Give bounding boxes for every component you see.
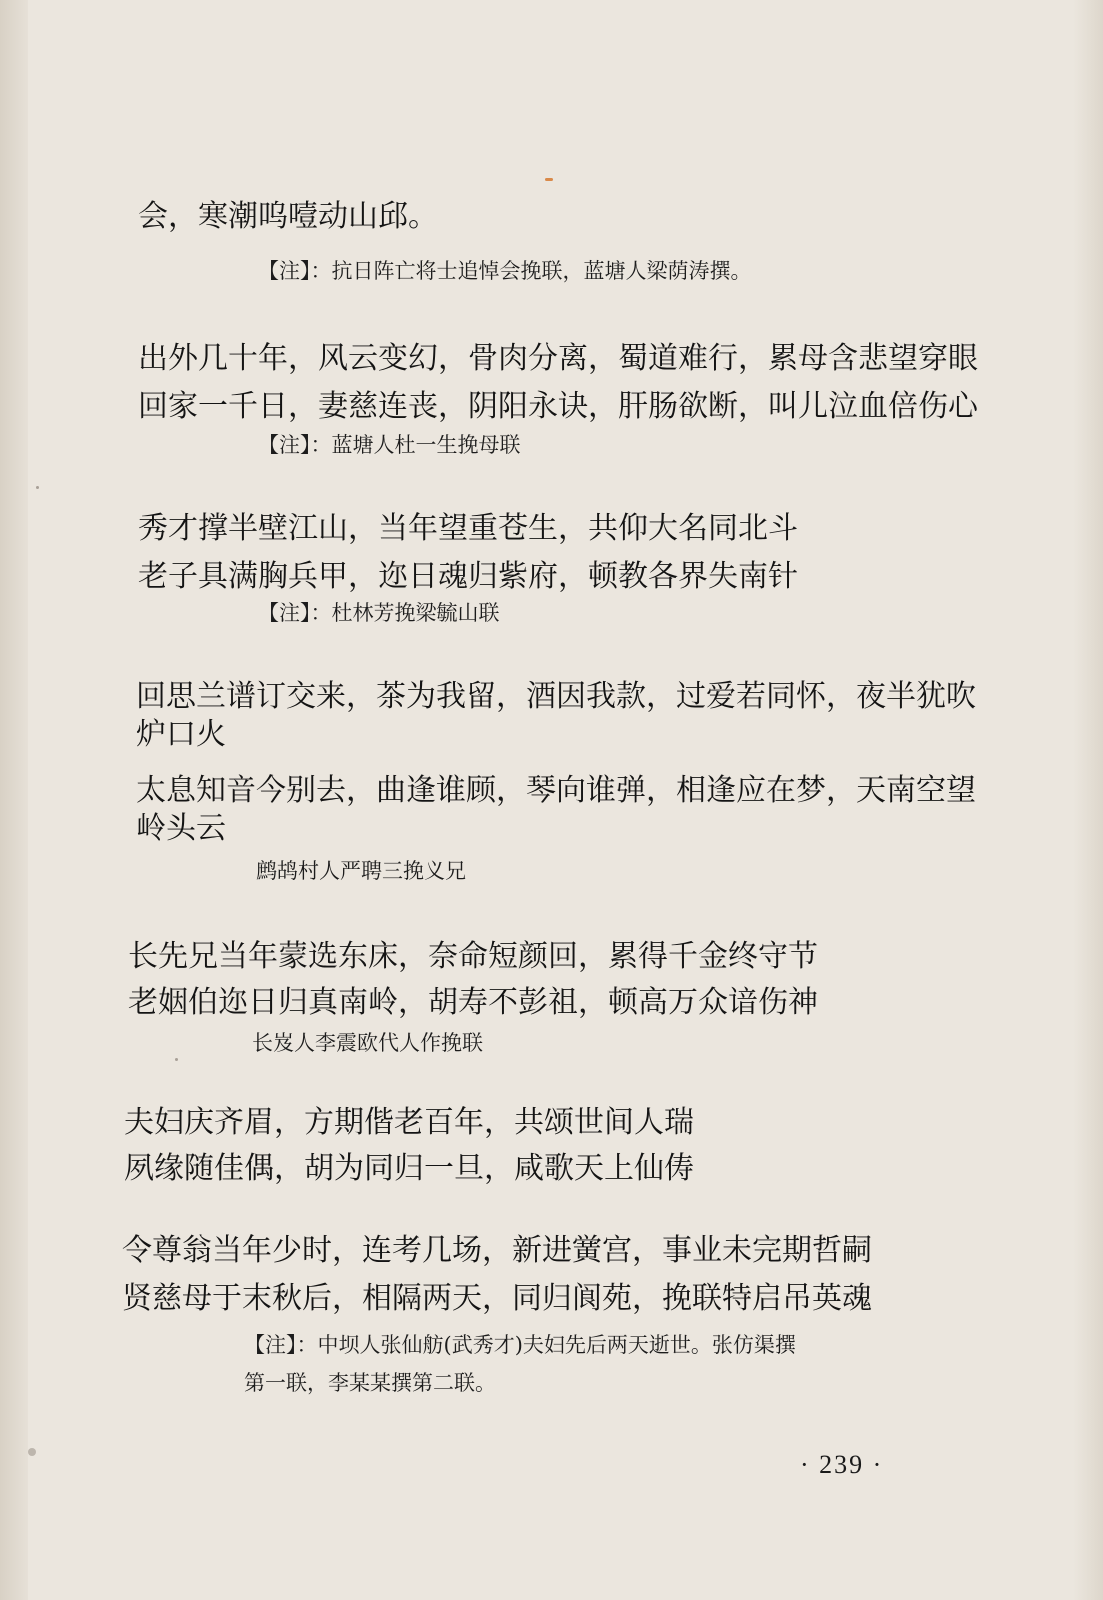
couplet-line: 回家一千日，妻慈连丧，阴阳永诀，肝肠欲断，叫儿泣血倍伤心 bbox=[138, 389, 978, 424]
couplet-line: 老子具满胸兵甲，迩日魂归紫府，顿教各界失南针 bbox=[138, 559, 798, 594]
couplet-line: 贤慈母于末秋后，相隔两天，同归阆苑，挽联特启吊英魂 bbox=[122, 1281, 872, 1316]
paper-speck bbox=[28, 1448, 36, 1456]
couplet-line: 长先兄当年蒙选东床，奈命短颜回，累得千金终守节 bbox=[128, 939, 818, 974]
couplet-line: 老姻伯迩日归真南岭，胡寿不彭祖，顿高万众谙伤神 bbox=[128, 985, 818, 1020]
couplet-note: 【注】：蓝塘人杜一生挽母联 bbox=[258, 433, 521, 457]
couplet-note: 【注】：杜林芳挽梁毓山联 bbox=[258, 601, 500, 625]
couplet-line: 太息知音今别去，曲逢谁顾，琴向谁弹，相逢应在梦，天南空望 bbox=[136, 773, 976, 808]
couplet-line: 炉口火 bbox=[136, 717, 226, 752]
couplet-line: 出外几十年，风云变幻，骨肉分离，蜀道难行，累母含悲望穿眼 bbox=[138, 341, 978, 376]
couplet-note: 【注】：抗日阵亡将士追悼会挽联，蓝塘人梁荫涛撰。 bbox=[258, 259, 752, 283]
page-number: · 239 · bbox=[800, 1450, 884, 1479]
couplet-line: 岭头云 bbox=[136, 811, 226, 846]
couplet-line: 夙缘随佳偶，胡为同归一旦，咸歌天上仙俦 bbox=[124, 1151, 694, 1186]
couplet-note: 鹧鸪村人严聘三挽义兄 bbox=[256, 859, 466, 883]
couplet-line: 夫妇庆齐眉，方期偕老百年，共颂世间人瑞 bbox=[124, 1105, 694, 1140]
couplet-line: 令尊翁当年少时，连考几场，新进黉宫，事业未完期哲嗣 bbox=[122, 1233, 872, 1268]
couplet-line: 会，寒潮呜噎动山邱。 bbox=[138, 199, 438, 234]
couplet-note: 【注】：中坝人张仙舫(武秀才)夫妇先后两天逝世。张仿渠撰 bbox=[244, 1333, 796, 1357]
couplet-line: 回思兰谱订交来，茶为我留，酒因我款，过爱若同怀，夜半犹吹 bbox=[136, 679, 976, 714]
page-left-edge bbox=[0, 0, 28, 1600]
print-mark bbox=[545, 178, 553, 181]
page-right-edge bbox=[1073, 0, 1103, 1600]
couplet-note: 长岌人李震欧代人作挽联 bbox=[252, 1031, 483, 1055]
couplet-line: 秀才撑半壁江山，当年望重苍生，共仰大名同北斗 bbox=[138, 511, 798, 546]
paper-speck bbox=[36, 486, 39, 489]
couplet-note: 第一联，李某某撰第二联。 bbox=[244, 1371, 496, 1395]
paper-speck bbox=[175, 1058, 178, 1061]
